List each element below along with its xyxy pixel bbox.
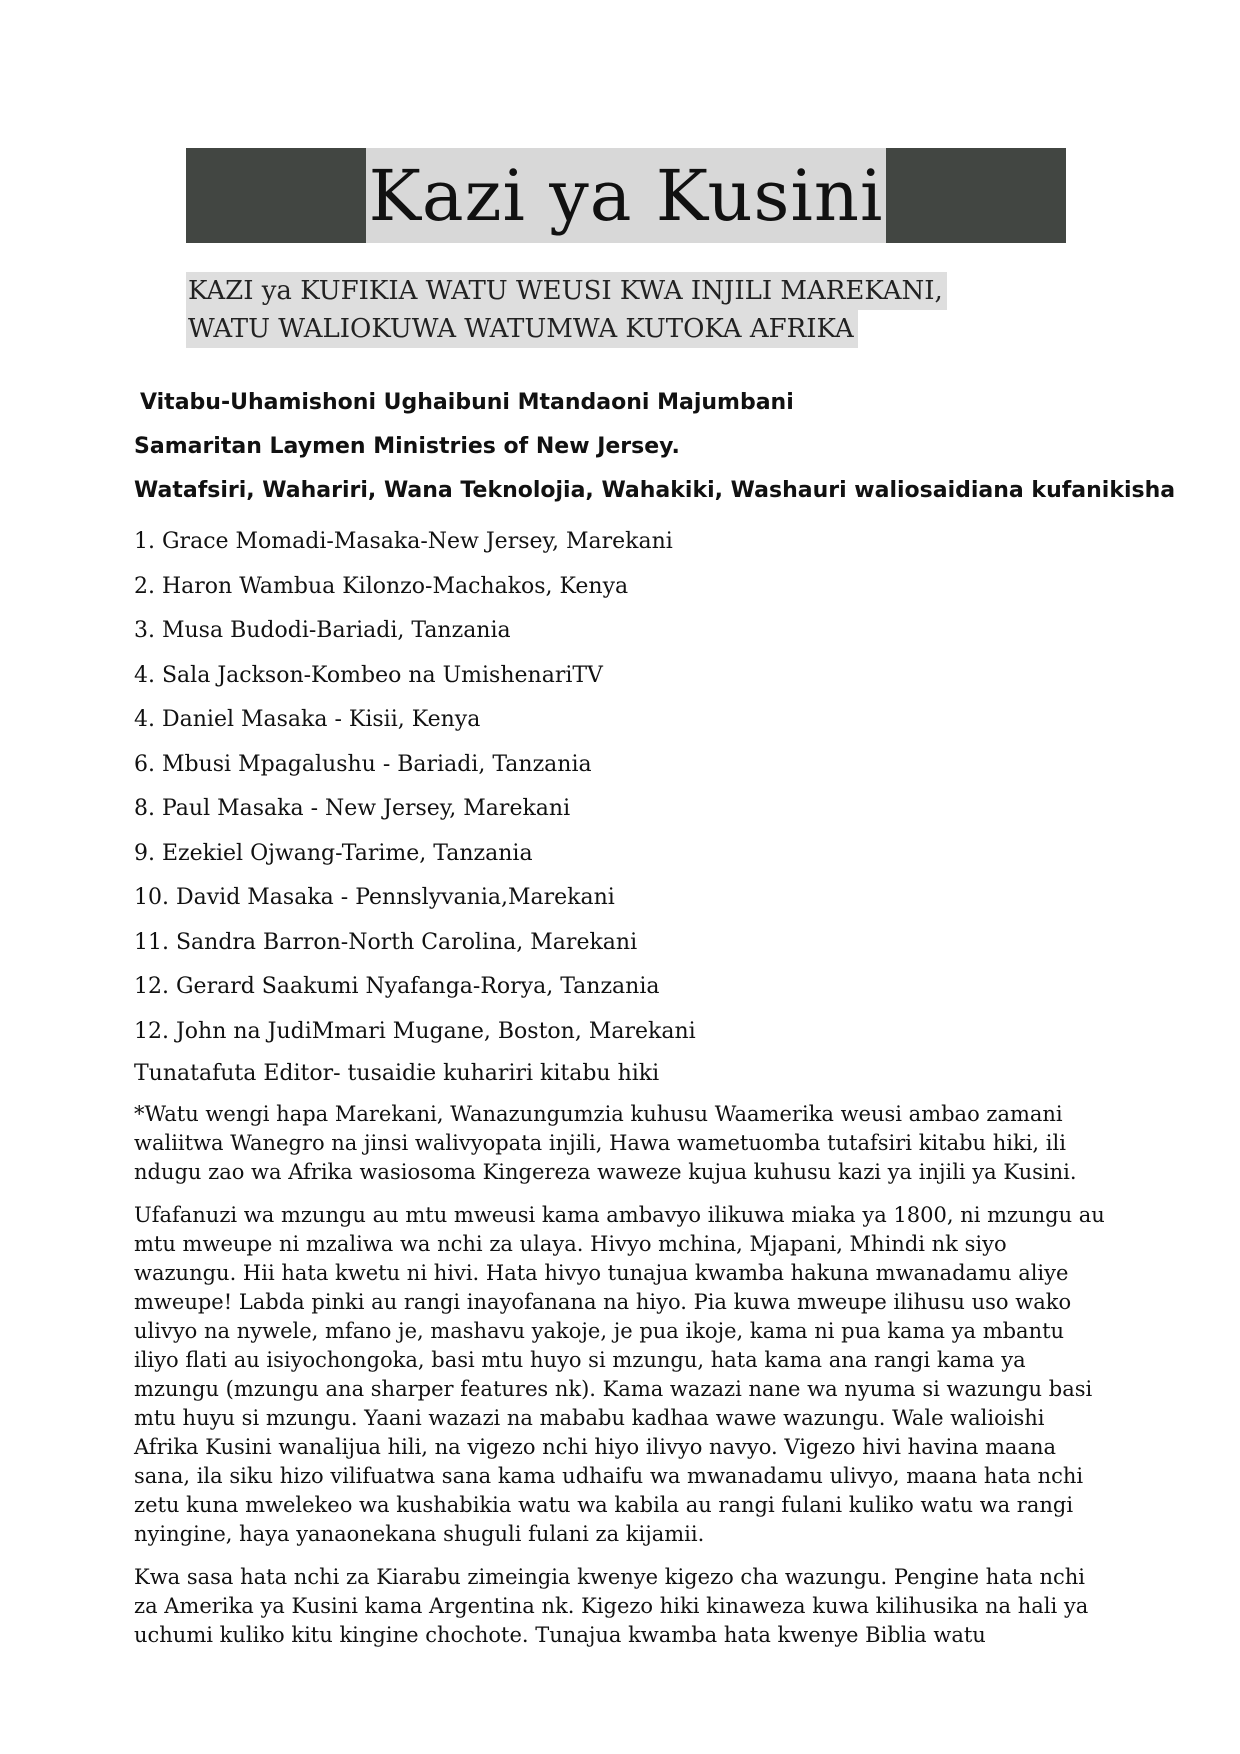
body-text — [134, 1100, 1114, 1664]
info-line-ministry: Samaritan Laymen Ministries of New Jersey. — [134, 434, 680, 459]
subtitle-line-1: KAZI ya KUFIKIA WATU WEUSI KWA INJILI MAREKANI, — [186, 272, 947, 310]
list-item: 4. Daniel Masaka - Kisii, Kenya — [134, 707, 481, 732]
subtitle-line-2: WATU WALIOKUWA WATUMWA KUTOKA AFRIKA — [186, 310, 858, 348]
list-item: 9. Ezekiel Ojwang-Tarime, Tanzania — [134, 840, 533, 866]
page-title: Kazi ya Kusini — [368, 154, 884, 237]
info-section — [134, 388, 1176, 520]
info-line-credits-heading: Watafsiri, Wahariri, Wana Teknolojia, Wahakiki, Washauri waliosaidiana kufanikisha — [134, 478, 1176, 503]
list-item: 6. Mbusi Mpagalushu - Bariadi, Tanzania — [134, 751, 592, 777]
list-item: 1. Grace Momadi-Masaka-New Jersey, Marekani — [134, 529, 673, 554]
subtitle-block — [186, 272, 1086, 348]
contributor-list — [134, 520, 1134, 1054]
paragraph-intro: *Watu wengi hapa Marekani, Wanazungumzia kuhusu Waamerika weusi ambao zamani waliitwa Wanegro na jinsi walivyopata injili, Hawa wametuomba tutafsiri kitabu hiki, ili ndugu zao wa Afrika wasiosoma Kingereza waweze kujua kuhusu kazi ya injili ya Kusini. — [134, 1102, 1077, 1184]
list-item: 10. David Masaka - Pennslyvania,Marekani — [134, 885, 615, 910]
list-item: 4. Sala Jackson-Kombeo na UmishenariTV — [134, 662, 603, 688]
list-item: 12. Gerard Saakumi Nyafanga-Rorya, Tanzania — [134, 974, 660, 999]
info-line-publisher-series: Vitabu-Uhamishoni Ughaibuni Mtandaoni Majumbani — [140, 390, 794, 415]
title-box — [366, 148, 886, 243]
list-item: 11. Sandra Barron-North Carolina, Marekani — [134, 929, 638, 955]
list-item: 12. John na JudiMmari Mugane, Boston, Marekani — [134, 1018, 696, 1044]
paragraph-definition: Ufafanuzi wa mzungu au mtu mweusi kama ambavyo ilikuwa miaka ya 1800, ni mzungu au mtu mweupe ni mzaliwa wa nchi za ulaya. Hivyo mchina, Mjapani, Mhindi nk siyo wazungu. Hii hata kwetu ni hivi. Hata hivyo tunajua kwamba hakuna mwanadamu aliye mweupe! Labda pinki au rangi inayofanana na hiyo. Pia kuwa mweupe ilihusu uso wako ulivyo na nywele, mfano je, mashavu yakoje, je pua ikoje, kama ni pua kama ya mbantu iliyo flati au isiyochongoka, basi mtu huyo si mzungu, hata kama ana rangi kama ya mzungu (mzungu ana sharper features nk). Kama wazazi nane wa nyuma si wazungu basi mtu huyu si mzungu. Yaani wazazi na mababu kadhaa wawe wazungu. Wale walioishi Afrika Kusini wanalijua hili, na vigezo nchi hiyo ilivyo navyo. Vigezo hivi havina maana sana, ila siku hizo vilifuatwa sana kama udhaifu wa mwanadamu ulivyo, maana hata nchi zetu kuna mwelekeo wa kushabikia watu wa kabila au rangi fulani kuliko watu wa rangi nyingine, haya yanaonekana shuguli fulani za kijamii. — [134, 1203, 1105, 1546]
editor-request-note: Tunatafuta Editor- tusaidie kuhariri kitabu hiki — [134, 1061, 660, 1086]
list-item: 3. Musa Budodi-Bariadi, Tanzania — [134, 618, 511, 643]
list-item: 2. Haron Wambua Kilonzo-Machakos, Kenya — [134, 573, 629, 599]
paragraph-current: Kwa sasa hata nchi za Kiarabu zimeingia kwenye kigezo cha wazungu. Pengine hata nchi za Amerika ya Kusini kama Argentina nk. Kigezo hiki kinaweza kuwa kilihusika na hali ya uchumi kuliko kitu kingine chochote. Tunajua kwamba hata kwenye Biblia watu — [134, 1565, 1089, 1647]
list-item: 8. Paul Masaka - New Jersey, Marekani — [134, 796, 571, 821]
